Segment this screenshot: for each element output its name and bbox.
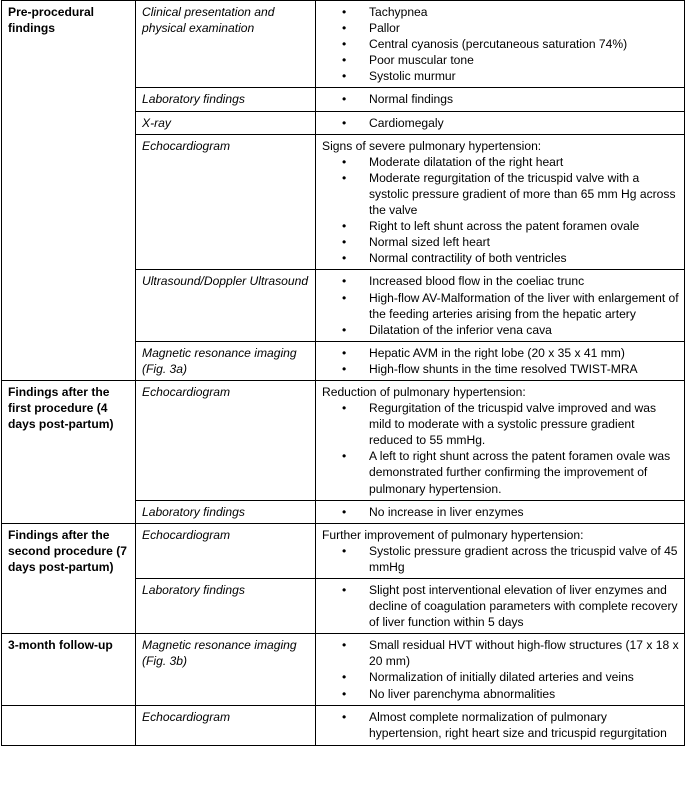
finding-category: Echocardiogram bbox=[136, 705, 316, 745]
list-item: • High-flow shunts in the time resolved TWIST-MRA bbox=[322, 361, 679, 377]
section-label: Pre-procedural findings bbox=[2, 1, 136, 381]
list-item: • Normal findings bbox=[322, 91, 679, 107]
list-item: • Normal sized left heart bbox=[322, 234, 679, 250]
finding-details bbox=[316, 579, 685, 634]
table-row bbox=[2, 1, 685, 88]
finding-category: X-ray bbox=[136, 111, 316, 134]
finding-details bbox=[316, 88, 685, 111]
table-row bbox=[2, 523, 685, 578]
list-item: • Systolic pressure gradient across the tricuspid valve of 45 mmHg bbox=[322, 543, 679, 575]
section-label bbox=[2, 705, 136, 745]
section-label: Findings after the second procedure (7 days post-partum) bbox=[2, 523, 136, 634]
list-item: • Moderate dilatation of the right heart bbox=[322, 154, 679, 170]
table-row bbox=[2, 634, 685, 705]
finding-details bbox=[316, 380, 685, 500]
finding-category: Magnetic resonance imaging (Fig. 3b) bbox=[136, 634, 316, 705]
finding-category: Magnetic resonance imaging (Fig. 3a) bbox=[136, 341, 316, 380]
finding-details bbox=[316, 270, 685, 341]
finding-category: Echocardiogram bbox=[136, 523, 316, 578]
list-item: • Tachypnea bbox=[322, 4, 679, 20]
finding-category: Echocardiogram bbox=[136, 134, 316, 270]
table-row bbox=[2, 705, 685, 745]
list-item: • Normalization of initially dilated arteries and veins bbox=[322, 669, 679, 685]
finding-details bbox=[316, 341, 685, 380]
list-item: • Dilatation of the inferior vena cava bbox=[322, 322, 679, 338]
finding-category: Ultrasound/Doppler Ultrasound bbox=[136, 270, 316, 341]
list-item: • Right to left shunt across the patent foramen ovale bbox=[322, 218, 679, 234]
list-item: • Moderate regurgitation of the tricuspid valve with a systolic pressure gradient of more than 65 mm Hg across the valve bbox=[322, 170, 679, 218]
list-item: • Pallor bbox=[322, 20, 679, 36]
finding-details bbox=[316, 705, 685, 745]
list-item: • Central cyanosis (percutaneous saturation 74%) bbox=[322, 36, 679, 52]
section-label: Findings after the first procedure (4 days post-partum) bbox=[2, 380, 136, 523]
list-item: • Cardiomegaly bbox=[322, 115, 679, 131]
finding-category: Echocardiogram bbox=[136, 380, 316, 500]
list-item: • Increased blood flow in the coeliac trunc bbox=[322, 273, 679, 289]
list-item: • Slight post interventional elevation of liver enzymes and decline of coagulation parameters with complete recovery of liver function within 5 days bbox=[322, 582, 679, 630]
finding-details bbox=[316, 1, 685, 88]
finding-intro: Reduction of pulmonary hypertension: bbox=[322, 384, 526, 399]
finding-details bbox=[316, 500, 685, 523]
finding-details bbox=[316, 523, 685, 578]
list-item: • Regurgitation of the tricuspid valve improved and was mild to moderate with a systolic pressure gradient reduced to 55 mmHg. bbox=[322, 400, 679, 448]
finding-intro: Further improvement of pulmonary hypertension: bbox=[322, 527, 584, 542]
list-item: • High-flow AV-Malformation of the liver with enlargement of the feeding arteries arising from the hepatic artery bbox=[322, 290, 679, 322]
list-item: • Small residual HVT without high-flow structures (17 x 18 x 20 mm) bbox=[322, 637, 679, 669]
finding-category: Laboratory findings bbox=[136, 500, 316, 523]
finding-category: Laboratory findings bbox=[136, 579, 316, 634]
list-item: • Systolic murmur bbox=[322, 68, 679, 84]
list-item: • No increase in liver enzymes bbox=[322, 504, 679, 520]
list-item: • No liver parenchyma abnormalities bbox=[322, 686, 679, 702]
finding-category: Clinical presentation and physical examination bbox=[136, 1, 316, 88]
list-item: • Poor muscular tone bbox=[322, 52, 679, 68]
table-row bbox=[2, 380, 685, 500]
finding-details bbox=[316, 134, 685, 270]
list-item: • A left to right shunt across the patent foramen ovale was demonstrated further confirming the improvement of pulmonary hypertension. bbox=[322, 448, 679, 496]
section-label: 3-month follow-up bbox=[2, 634, 136, 705]
finding-intro: Signs of severe pulmonary hypertension: bbox=[322, 138, 542, 153]
list-item: • Hepatic AVM in the right lobe (20 x 35 x 41 mm) bbox=[322, 345, 679, 361]
findings-table bbox=[1, 0, 685, 746]
list-item: • Normal contractility of both ventricles bbox=[322, 250, 679, 266]
list-item: • Almost complete normalization of pulmonary hypertension, right heart size and tricuspid regurgitation bbox=[322, 709, 679, 741]
finding-category: Laboratory findings bbox=[136, 88, 316, 111]
finding-details bbox=[316, 634, 685, 705]
finding-details bbox=[316, 111, 685, 134]
